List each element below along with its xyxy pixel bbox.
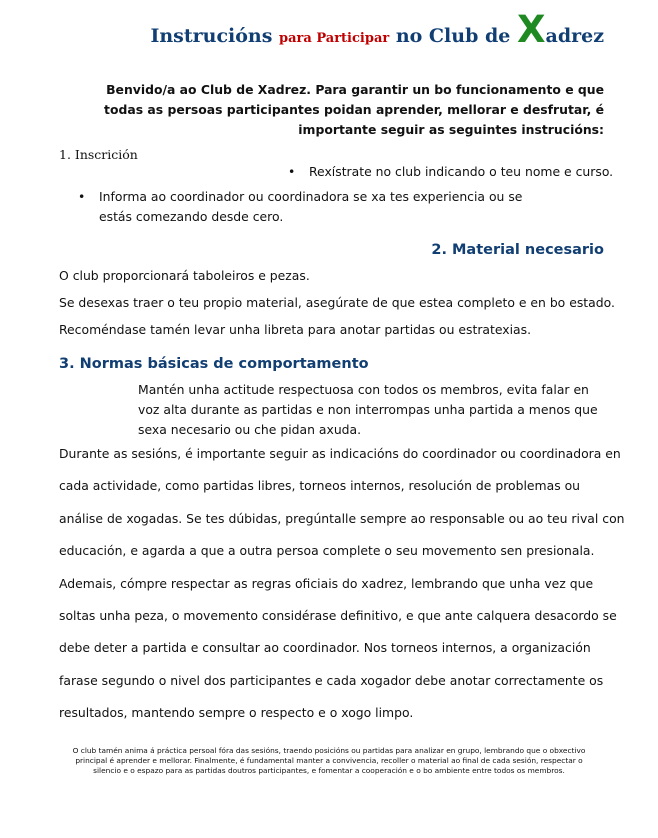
body-line: soltas unha peza, o movemento considérase definitivo, e que ante calquera desacordo se (59, 607, 617, 623)
footer-note: O club tamén anima á práctica persoal fóra das sesións, traendo posicións ou partidas para analizar en grupo, lembrando que o obxectivo principal é aprender e mellorar. Finalmente, é fundamental manter a convivencia, recoller o material ao final de cada sesión, respectar o silencio e o espazo para as partidas doutros participantes, e fomentar a cooperación e o bo ambiente entre todos os membros. (72, 746, 586, 775)
body-line: Durante as sesións, é importante seguir as indicacións do coordinador ou coordinadora en (59, 446, 621, 461)
title-initial-x: X (516, 8, 546, 51)
body-line: debe deter a partida e consultar ao coordinador. Nos torneos internos, a organización (59, 640, 591, 656)
title-part-1: Instrucións (150, 25, 280, 47)
section-2-paragraph-3: Recoméndase tamén levar unha libreta para anotar partidas ou estratexias. (59, 322, 532, 337)
body-line: resultados, mantendo sempre o respecto e o xogo limpo. (59, 705, 414, 721)
body-line: farase segundo o nivel dos participantes e cada xogador debe anotar correctamente os (59, 672, 604, 688)
body-line: educación, e agarda a que a outra persoa complete o seu movemento sen presionala. (59, 543, 595, 559)
bullet-text: Rexístrate no club indicando o teu nome e curso. (309, 164, 614, 179)
section-1-bullet-2 (78, 187, 554, 227)
body-line: Ademais, cómpre respectar as regras oficiais do xadrez, lembrando que unha vez que (59, 575, 594, 591)
bullet-dot-icon: • (288, 164, 296, 179)
page-title (150, 8, 604, 51)
section-3-heading: 3. Normas básicas de comportamento (59, 356, 369, 372)
title-part-5: adrez (545, 25, 604, 47)
section-3-body (59, 444, 625, 736)
bullet-text: Informa ao coordinador ou coordinadora se xa tes experiencia ou se estás comezando desde cero. (99, 189, 523, 224)
body-line: cada actividade, como partidas libres, torneos internos, resolución de problemas ou (59, 478, 581, 494)
section-1-heading: 1. Inscrición (59, 147, 138, 162)
section-2-paragraph-2: Se desexas traer o teu propio material, asegúrate de que estea completo e en bo estado. (59, 295, 615, 310)
section-3-indented-paragraph: Mantén unha actitude respectuosa con todos os membros, evita falar en voz alta durante as partidas e non interrompas unha partida a menos que sexa necesario ou che pidan axuda. (138, 382, 598, 437)
section-2-paragraph-1: O club proporcionará taboleiros e pezas. (59, 268, 310, 283)
title-part-2: para Participar (279, 31, 390, 46)
bullet-dot-icon: • (78, 189, 86, 204)
title-part-3: no Club de (389, 25, 517, 47)
section-1-bullet-1 (288, 162, 614, 182)
section-2-heading: 2. Material necesario (431, 242, 604, 258)
intro-paragraph: Benvido/a ao Club de Xadrez. Para garantir un bo funcionamento e que todas as persoas participantes poidan aprender, mellorar e desfrutar, é importante seguir as seguintes instrucións: (104, 82, 604, 137)
body-line: análise de xogadas. Se tes dúbidas, pregúntalle sempre ao responsable ou ao teu rival con (59, 510, 625, 526)
